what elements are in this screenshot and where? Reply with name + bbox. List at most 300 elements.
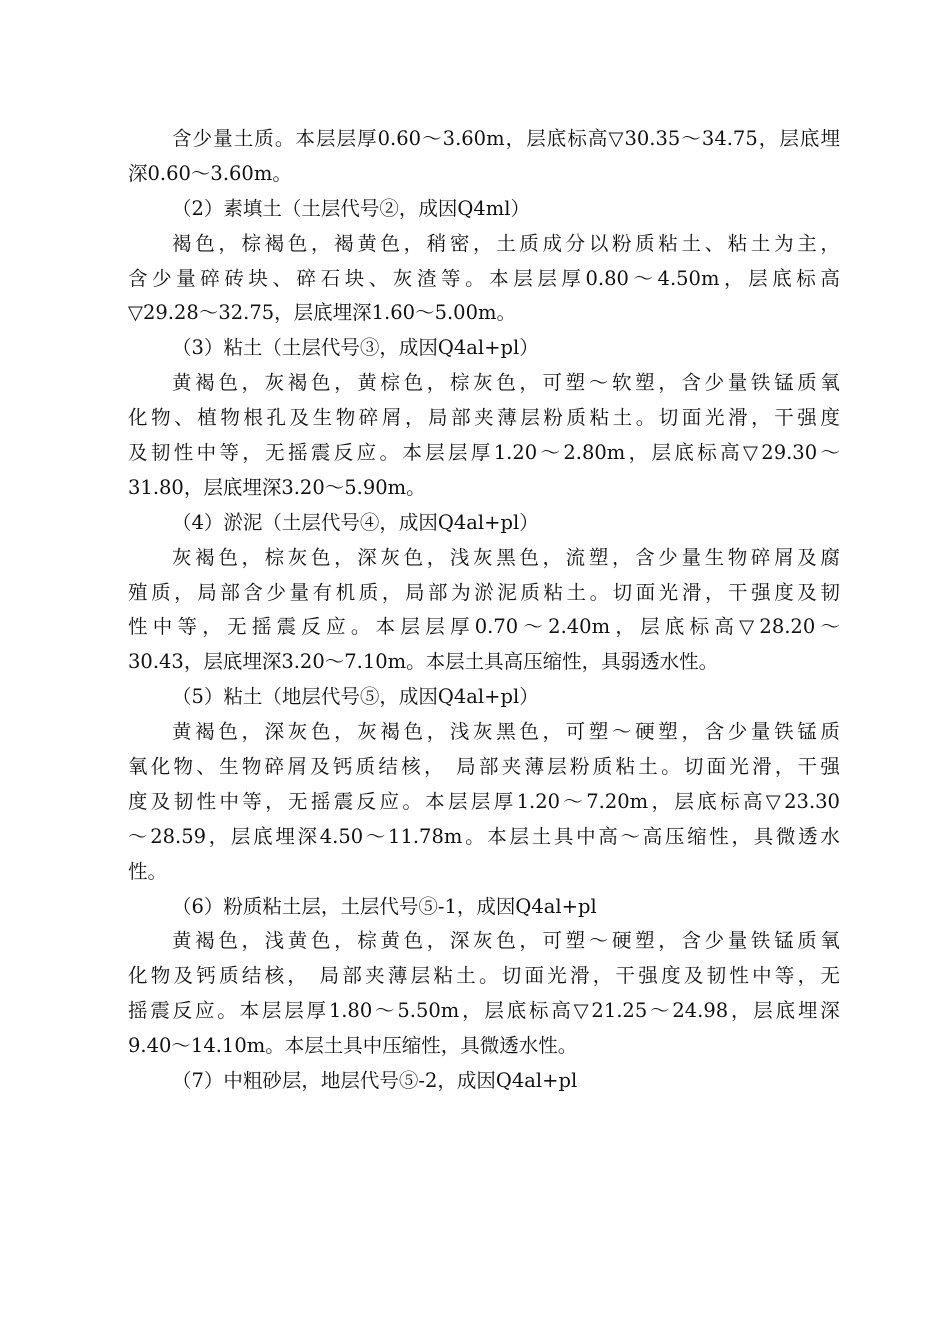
text-segment: ，	[615, 615, 635, 639]
text-segment: 透	[798, 824, 818, 848]
text-segment: 黄	[357, 371, 377, 395]
text-segment: 7.20m	[586, 789, 649, 813]
text-segment: 褐	[172, 231, 192, 255]
text-segment: 石	[320, 266, 341, 290]
text-segment: 棕	[357, 929, 377, 953]
text-segment: 具	[753, 824, 774, 848]
text-segment: ，	[628, 441, 649, 465]
text-segment: 2.80m	[563, 441, 626, 465]
text-segment: 土	[566, 580, 586, 604]
paragraph-line	[128, 785, 840, 820]
paragraph-line: 31.80，层底埋深3.20～5.90m。	[128, 475, 426, 499]
text-segment: 层	[400, 615, 420, 639]
text-segment: ，	[473, 231, 493, 255]
text-segment: 灰	[473, 545, 493, 569]
text-segment: 性	[128, 615, 148, 639]
text-segment: 切	[658, 406, 679, 430]
text-segment: 高	[551, 999, 571, 1023]
text-segment: 厚	[306, 999, 327, 1023]
text-segment: 局	[404, 580, 425, 604]
text-segment: 质	[797, 371, 817, 395]
paragraph-line: ▽29.28～32.75，层底埋深1.60～5.00m。	[128, 301, 516, 325]
text-segment: 及	[310, 755, 330, 779]
text-segment: 及	[797, 545, 817, 569]
text-segment: 量	[750, 720, 771, 744]
text-segment: 褐	[195, 371, 215, 395]
text-segment: 干	[728, 580, 748, 604]
text-segment: 层	[336, 127, 357, 150]
text-segment: ，	[310, 231, 331, 255]
text-segment: 核	[401, 755, 421, 779]
text-segment: 黄	[287, 929, 308, 953]
text-segment: 性	[173, 441, 194, 465]
text-segment: 光	[729, 755, 749, 779]
text-segment: 埋	[820, 127, 840, 150]
text-segment: 褐	[195, 545, 215, 569]
text-segment: 韧	[173, 789, 194, 813]
text-segment: 光	[658, 580, 679, 604]
text-segment: 底	[697, 789, 717, 813]
text-segment: 11.78m	[388, 824, 463, 848]
text-segment: 度	[128, 789, 148, 813]
text-segment: 色	[403, 720, 424, 744]
text-segment: ，	[731, 824, 752, 848]
text-segment: 粘	[727, 231, 748, 255]
text-segment: 含	[243, 580, 263, 604]
text-segment: ～	[633, 266, 653, 290]
text-segment: 量	[681, 545, 701, 569]
text-segment: 局	[456, 755, 476, 779]
text-segment: 灰	[380, 545, 400, 569]
paragraph-line	[128, 715, 840, 750]
text-segment: 粘	[433, 964, 453, 988]
text-segment: 褐	[264, 231, 285, 255]
text-segment: 韧	[706, 964, 727, 988]
text-segment: 灰	[392, 266, 413, 290]
text-segment: 质	[797, 929, 817, 953]
text-segment: 30.35	[624, 127, 681, 150]
text-segment: ～	[820, 615, 840, 639]
text-segment: 应	[379, 789, 399, 813]
text-segment: 黑	[496, 720, 516, 744]
text-segment: 局	[197, 580, 217, 604]
text-segment: 机	[335, 580, 356, 604]
text-segment: 含	[635, 545, 655, 569]
text-segment: ，	[542, 720, 563, 744]
text-segment: 色	[380, 231, 400, 255]
text-segment: 面	[524, 964, 544, 988]
text-segment: 腐	[820, 545, 840, 569]
text-segment: 少	[658, 545, 678, 569]
text-segment: ，	[265, 789, 285, 813]
text-segment: 可	[542, 929, 563, 953]
paragraph-line: 深0.60～3.60m。	[128, 161, 292, 185]
text-segment: 少	[266, 580, 286, 604]
text-segment: 厚	[493, 789, 514, 813]
text-segment: 标	[697, 441, 717, 465]
text-segment: ，	[592, 964, 613, 988]
text-segment: 碎	[750, 545, 771, 569]
text-segment: ，	[651, 789, 672, 813]
text-segment: 黄	[357, 231, 377, 255]
text-segment: 夹	[365, 964, 385, 988]
text-segment: 氧	[820, 929, 840, 953]
text-segment: 薄	[524, 755, 544, 779]
text-segment: 中	[196, 441, 217, 465]
text-segment: 钙	[196, 964, 216, 988]
text-segment: ，	[334, 371, 354, 395]
text-segment: ，	[334, 545, 354, 569]
text-segment: 切	[683, 755, 704, 779]
text-segment: ～	[422, 127, 442, 150]
text-segment: 粘	[615, 755, 636, 779]
text-segment: 钙	[332, 755, 353, 779]
text-segment: 色	[218, 929, 238, 953]
paragraph-line	[128, 820, 840, 855]
text-segment: 灰	[357, 720, 377, 744]
text-segment: 厚	[470, 441, 491, 465]
text-segment: 氧	[128, 755, 148, 779]
text-segment: 、	[196, 755, 216, 779]
text-segment: 底	[772, 266, 792, 290]
text-segment: 密	[449, 231, 470, 255]
text-segment: ，	[242, 441, 262, 465]
text-segment: 。	[465, 824, 485, 848]
text-segment: 色	[218, 371, 238, 395]
text-segment: ，	[426, 720, 447, 744]
text-segment: 34.75	[701, 127, 758, 150]
text-segment: 等	[219, 441, 239, 465]
text-segment: 有	[312, 580, 333, 604]
section-heading: （5）粘土（地层代号⑤，成因Q4al+pl）	[172, 685, 539, 709]
text-segment: 少	[152, 266, 172, 290]
text-segment: 光	[547, 964, 567, 988]
text-segment: 土	[750, 231, 771, 255]
text-segment: 光	[704, 406, 725, 430]
text-segment: 碎	[296, 266, 317, 290]
text-segment: 质	[592, 755, 613, 779]
text-segment: 碎	[200, 266, 220, 290]
text-segment: 深	[264, 720, 285, 744]
text-segment: 孔	[266, 406, 286, 430]
text-segment: 无	[820, 964, 840, 988]
text-segment: 屑	[287, 755, 307, 779]
text-segment: 度	[661, 964, 681, 988]
text-segment: ～	[365, 824, 386, 848]
text-segment: 面	[706, 755, 727, 779]
text-segment: 高	[587, 127, 608, 150]
text-segment: 部	[428, 580, 448, 604]
text-segment: 深	[357, 545, 377, 569]
text-segment: 色	[519, 545, 539, 569]
text-segment: ～	[375, 999, 395, 1023]
text-segment: 物	[220, 406, 240, 430]
text-segment: 摇	[251, 615, 272, 639]
text-segment: 褐	[380, 720, 400, 744]
text-segment: 切	[501, 964, 522, 988]
text-segment: 质	[358, 580, 379, 604]
text-segment: ，	[334, 929, 354, 953]
paragraph-line	[128, 994, 840, 1029]
text-segment: 土	[531, 824, 552, 848]
text-segment: ～	[128, 824, 148, 848]
text-segment: 局	[319, 964, 340, 988]
text-segment: 可	[565, 720, 586, 744]
text-segment: 为	[451, 580, 471, 604]
text-segment: ▽	[739, 615, 755, 639]
text-segment: 高	[642, 824, 663, 848]
text-segment: 本	[489, 266, 509, 290]
text-segment: 无	[288, 789, 308, 813]
text-segment: 黄	[172, 371, 192, 395]
text-segment: 干	[797, 755, 818, 779]
text-segment: 底	[775, 999, 796, 1023]
text-segment: 埋	[275, 824, 295, 848]
text-segment: 缩	[687, 824, 707, 848]
paragraph-line	[128, 541, 840, 576]
section-heading: （6）粉质粘土层，土层代号⑤-1，成因Q4al+pl	[172, 894, 597, 918]
text-segment: 标	[796, 266, 816, 290]
text-segment: ▽	[573, 999, 589, 1023]
text-segment: ～	[650, 999, 670, 1023]
text-segment: 。	[465, 266, 485, 290]
text-segment: 以	[588, 231, 609, 255]
text-segment: ，	[426, 371, 447, 395]
text-segment: 、	[272, 266, 292, 290]
text-segment: 物	[335, 406, 356, 430]
text-segment: 灰	[287, 545, 308, 569]
text-segment: 底	[546, 127, 567, 150]
text-segment: 含	[172, 127, 192, 150]
text-segment: 锰	[774, 371, 794, 395]
text-segment: 度	[774, 580, 794, 604]
text-segment: 层	[470, 789, 491, 813]
text-segment: 层	[425, 441, 445, 465]
text-segment: 锰	[774, 929, 794, 953]
text-segment: 性	[196, 789, 217, 813]
text-segment: 铁	[774, 720, 794, 744]
paragraph-line	[128, 959, 840, 994]
text-segment: ，	[241, 371, 261, 395]
text-segment: 核	[264, 964, 285, 988]
text-segment: 层	[640, 615, 660, 639]
text-segment: 可	[542, 371, 563, 395]
text-segment: 底	[674, 441, 694, 465]
text-segment: 震	[150, 999, 170, 1023]
paragraph-line	[128, 366, 840, 401]
text-segment: 强	[820, 755, 840, 779]
text-segment: 无	[227, 615, 247, 639]
text-segment: ，	[423, 755, 444, 779]
paragraph-line	[128, 924, 840, 959]
text-segment: 层	[284, 999, 304, 1023]
text-segment: ，	[797, 964, 818, 988]
text-segment: 。	[379, 441, 399, 465]
text-segment: 灰	[264, 371, 285, 395]
text-segment: 渣	[416, 266, 437, 290]
text-segment: ，	[542, 545, 563, 569]
text-segment: 生	[704, 545, 725, 569]
text-segment: 分	[565, 231, 586, 255]
text-segment: 黑	[496, 545, 516, 569]
text-segment: 中	[152, 615, 173, 639]
paragraph-line	[128, 262, 840, 297]
text-segment: ，	[208, 824, 229, 848]
text-segment: 物	[727, 545, 748, 569]
text-segment: 干	[615, 964, 636, 988]
text-segment: 褐	[287, 371, 308, 395]
text-segment: 色	[403, 545, 424, 569]
text-segment: 灰	[473, 929, 493, 953]
text-segment: 层	[509, 824, 529, 848]
text-segment: 无	[265, 441, 285, 465]
text-segment: ，	[758, 127, 779, 150]
text-segment: 色	[496, 371, 516, 395]
text-segment: ，	[426, 545, 447, 569]
text-segment: 层	[410, 964, 431, 988]
text-segment: 生	[219, 755, 239, 779]
text-segment: 棕	[449, 371, 470, 395]
text-segment: ，	[218, 231, 238, 255]
text-segment: 少	[192, 127, 213, 150]
text-segment: ，	[774, 755, 795, 779]
text-segment: 层	[520, 406, 540, 430]
text-segment: 土	[681, 231, 701, 255]
text-segment: ～	[563, 789, 583, 813]
text-segment: 色	[310, 371, 331, 395]
text-segment: 28.20	[759, 615, 816, 639]
text-segment: 深	[449, 929, 470, 953]
text-segment: 质	[566, 406, 586, 430]
text-segment: 局	[428, 406, 448, 430]
text-segment: ，	[658, 371, 678, 395]
text-segment: 。	[589, 580, 610, 604]
paragraph-line	[128, 750, 840, 785]
text-segment: 为	[774, 231, 794, 255]
text-segment: ▽	[765, 789, 781, 813]
text-segment: 深	[820, 999, 840, 1023]
text-segment: 性	[709, 824, 729, 848]
text-segment: 质	[820, 720, 840, 744]
text-segment: 高	[720, 441, 740, 465]
text-segment: 及	[289, 406, 310, 430]
text-segment: 色	[195, 231, 215, 255]
text-segment: 结	[378, 755, 398, 779]
text-segment: 黄	[172, 720, 192, 744]
text-segment: 含	[681, 371, 701, 395]
text-segment: 淤	[474, 580, 494, 604]
text-segment: 2.40m	[548, 615, 611, 639]
text-segment: 震	[310, 441, 331, 465]
text-segment: 质	[635, 231, 655, 255]
text-segment: 标	[689, 615, 710, 639]
text-segment: 粉	[611, 231, 632, 255]
text-segment: 本	[375, 615, 396, 639]
text-segment: ，	[730, 999, 751, 1023]
text-segment: 质	[254, 127, 274, 150]
text-segment: 。	[661, 755, 681, 779]
text-segment: ～	[588, 929, 609, 953]
text-segment: 殖	[128, 580, 148, 604]
text-segment: 物	[151, 406, 171, 430]
text-segment: 摇	[288, 441, 308, 465]
text-segment: 微	[775, 824, 796, 848]
text-segment: 厚	[449, 615, 470, 639]
text-segment: 中	[752, 964, 772, 988]
text-segment: 反	[172, 999, 193, 1023]
text-segment: 层	[484, 999, 504, 1023]
text-segment: 、	[174, 406, 194, 430]
text-segment: 3.60m	[442, 127, 505, 150]
text-segment: 粉	[543, 406, 563, 430]
text-segment: 底	[506, 999, 527, 1023]
text-segment: 本	[402, 441, 422, 465]
text-segment: ，	[381, 580, 402, 604]
text-segment: 等	[242, 789, 262, 813]
text-segment: 碎	[358, 406, 379, 430]
text-segment: 层	[526, 127, 546, 150]
text-segment: 锰	[797, 720, 817, 744]
text-segment: 切	[612, 580, 633, 604]
text-segment: 塑	[565, 929, 586, 953]
text-segment: 高	[598, 824, 618, 848]
text-segment: 量	[213, 127, 233, 150]
text-segment: 部	[478, 755, 499, 779]
text-segment: 24.98	[672, 999, 729, 1023]
text-segment: 物	[173, 755, 194, 779]
text-segment: 少	[727, 720, 748, 744]
text-segment: 及	[128, 441, 148, 465]
paragraph-line: 30.43，层底埋深3.20～7.10m。本层土具高压缩性，具弱透水性。	[128, 650, 719, 674]
text-segment: 薄	[387, 964, 408, 988]
text-segment: 质	[355, 755, 376, 779]
text-segment: 棕	[380, 371, 400, 395]
text-segment: ，	[241, 720, 261, 744]
text-segment: 面	[635, 580, 656, 604]
section-heading: （3）粘土（土层代号③，成因Q4al+pl）	[172, 336, 539, 360]
text-segment: ，	[174, 580, 194, 604]
text-segment: ，	[241, 929, 261, 953]
text-segment: ▽	[742, 441, 758, 465]
text-segment: 。	[217, 999, 237, 1023]
text-segment: 。	[635, 406, 656, 430]
text-segment: ，	[241, 545, 261, 569]
text-segment: ，	[519, 371, 539, 395]
paragraph-line	[128, 227, 840, 262]
text-segment: 厚	[357, 127, 377, 150]
text-segment: 屑	[774, 545, 794, 569]
text-segment: ，	[426, 929, 447, 953]
text-segment: 黄	[172, 929, 192, 953]
text-segment: 摇	[310, 789, 331, 813]
text-segment: 28.59	[150, 824, 207, 848]
text-segment: 底	[664, 615, 685, 639]
text-segment: 量	[289, 580, 310, 604]
text-segment: 量	[727, 371, 748, 395]
text-segment: 物	[150, 964, 171, 988]
text-segment: 氧	[820, 371, 840, 395]
text-segment: 量	[176, 266, 196, 290]
text-segment: 及	[683, 964, 704, 988]
text-segment: 流	[565, 545, 586, 569]
text-segment: 粉	[570, 755, 590, 779]
text-segment: ，	[611, 545, 632, 569]
text-segment: 屑	[381, 406, 402, 430]
text-segment: 23.30	[784, 789, 840, 813]
text-segment: 色	[218, 720, 238, 744]
text-segment: 应	[326, 615, 346, 639]
text-segment: 成	[542, 231, 563, 255]
